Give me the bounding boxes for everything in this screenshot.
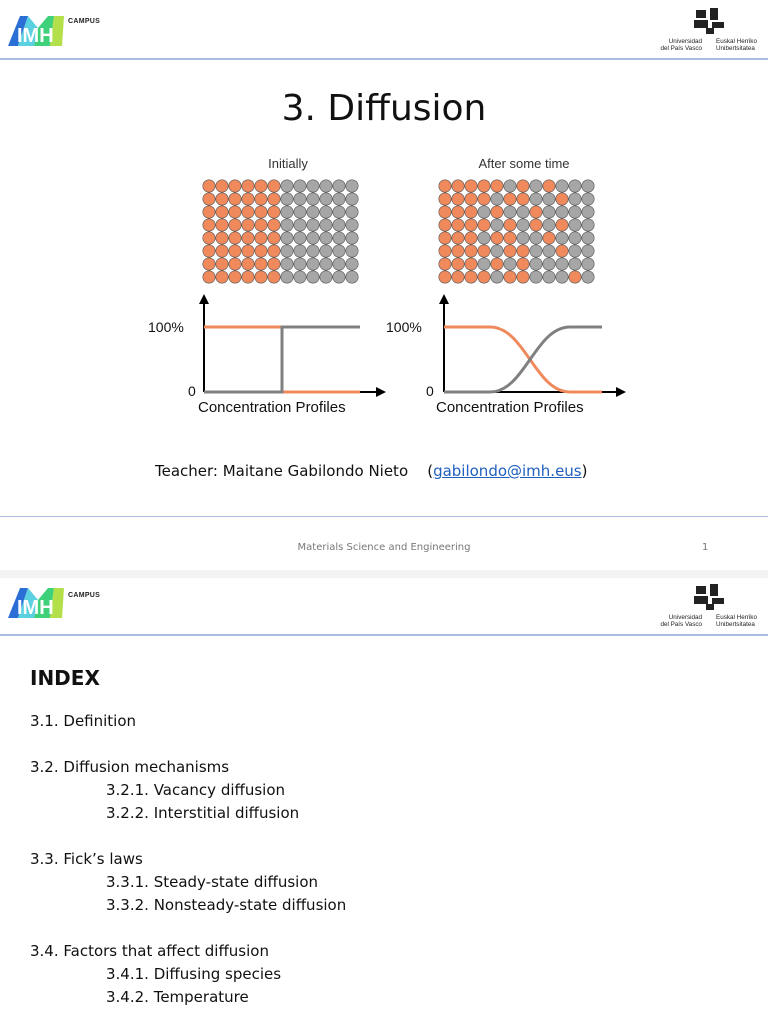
- atom: [346, 193, 358, 205]
- atom: [333, 271, 345, 283]
- atom-grid-after: [439, 180, 594, 283]
- atom: [452, 193, 464, 205]
- atom: [504, 245, 516, 257]
- atom: [530, 245, 542, 257]
- atom: [203, 271, 215, 283]
- atom: [491, 271, 503, 283]
- atom: [517, 180, 529, 192]
- atom: [452, 219, 464, 231]
- atom: [203, 219, 215, 231]
- atom: [281, 219, 293, 231]
- atom: [216, 180, 228, 192]
- atom: [478, 271, 490, 283]
- atom: [242, 219, 254, 231]
- atom: [569, 245, 581, 257]
- atom: [465, 271, 477, 283]
- atom: [216, 271, 228, 283]
- index-title: INDEX: [30, 666, 100, 690]
- index-subitem: 3.3.2. Nonsteady-state diffusion: [106, 896, 347, 914]
- upv-name-line1: Universidad: [668, 614, 702, 621]
- atom: [203, 193, 215, 205]
- atom: [556, 180, 568, 192]
- atom: [556, 193, 568, 205]
- atom: [268, 258, 280, 270]
- atom: [491, 245, 503, 257]
- atom: [307, 232, 319, 244]
- atom: [491, 219, 503, 231]
- atom: [543, 245, 555, 257]
- atom: [307, 193, 319, 205]
- atom: [582, 180, 594, 192]
- atom: [478, 180, 490, 192]
- slide-2: [0, 578, 768, 1024]
- index-item: 3.3. Fick’s laws: [30, 850, 143, 868]
- atom: [255, 180, 267, 192]
- atom: [543, 206, 555, 218]
- atom: [556, 219, 568, 231]
- svg-text:IMH: IMH: [17, 597, 54, 619]
- atom: [346, 219, 358, 231]
- atom: [478, 206, 490, 218]
- atom: [582, 193, 594, 205]
- atom: [465, 206, 477, 218]
- atom: [216, 258, 228, 270]
- atom: [320, 219, 332, 231]
- atom: [242, 180, 254, 192]
- atom: [203, 180, 215, 192]
- atom: [268, 193, 280, 205]
- atom: [229, 180, 241, 192]
- atom: [242, 193, 254, 205]
- atom: [229, 258, 241, 270]
- page-number: 1: [702, 542, 709, 553]
- atom: [530, 271, 542, 283]
- atom: [478, 232, 490, 244]
- atom: [530, 258, 542, 270]
- index-subitem: 3.2.1. Vacancy diffusion: [106, 781, 286, 799]
- atom: [504, 206, 516, 218]
- x-axis-arrow-icon: [616, 387, 626, 397]
- atom: [517, 271, 529, 283]
- atom: [452, 180, 464, 192]
- index-subitem: 3.4.1. Diffusing species: [106, 965, 282, 983]
- footer-text: Materials Science and Engineering: [297, 542, 471, 553]
- gray-profile-curve: [444, 327, 602, 392]
- upv-name-line2: del País Vasco: [660, 45, 702, 52]
- svg-text:IMH: IMH: [17, 25, 54, 47]
- upv-name-line2: del País Vasco: [660, 621, 702, 628]
- atom: [517, 258, 529, 270]
- atom: [294, 258, 306, 270]
- upv-ehu-logo: [652, 580, 768, 632]
- atom: [556, 258, 568, 270]
- atom: [569, 232, 581, 244]
- atom: [346, 206, 358, 218]
- atom: [478, 219, 490, 231]
- atom: [452, 206, 464, 218]
- y-axis-arrow-icon: [199, 294, 209, 304]
- atom: [203, 258, 215, 270]
- atom: [320, 206, 332, 218]
- atom: [556, 271, 568, 283]
- atom: [556, 206, 568, 218]
- ehu-name-line2: Unibertsitatea: [716, 621, 755, 628]
- atom: [255, 219, 267, 231]
- atom: [465, 193, 477, 205]
- atom: [294, 271, 306, 283]
- atom: [294, 232, 306, 244]
- atom: [320, 271, 332, 283]
- index-subitem: 3.3.1. Steady-state diffusion: [106, 873, 319, 891]
- atom: [582, 258, 594, 270]
- atom: [452, 271, 464, 283]
- atom: [439, 271, 451, 283]
- atom: [229, 271, 241, 283]
- atom: [346, 271, 358, 283]
- atom: [268, 232, 280, 244]
- atom: [346, 232, 358, 244]
- atom: [491, 258, 503, 270]
- atom: [320, 245, 332, 257]
- atom: [229, 219, 241, 231]
- right-panel-title: After some time: [478, 156, 570, 171]
- atom: [268, 271, 280, 283]
- atom: [543, 258, 555, 270]
- atom: [281, 245, 293, 257]
- orange-profile-curve: [444, 327, 602, 392]
- atom: [530, 219, 542, 231]
- atom: [268, 180, 280, 192]
- atom: [465, 245, 477, 257]
- y-top-label: 100%: [386, 319, 422, 335]
- atom: [517, 193, 529, 205]
- index-item: 3.2. Diffusion mechanisms: [30, 758, 230, 776]
- atom: [491, 180, 503, 192]
- atom: [307, 271, 319, 283]
- atom: [517, 219, 529, 231]
- atom: [242, 245, 254, 257]
- ehu-name-line2: Unibertsitatea: [716, 45, 755, 52]
- atom: [452, 258, 464, 270]
- atom: [439, 232, 451, 244]
- atom: [582, 271, 594, 283]
- atom: [255, 193, 267, 205]
- atom: [320, 232, 332, 244]
- atom: [307, 219, 319, 231]
- atom: [255, 232, 267, 244]
- atom: [333, 180, 345, 192]
- atom: [530, 193, 542, 205]
- atom: [333, 258, 345, 270]
- atom: [491, 232, 503, 244]
- teacher-name: Teacher: Maitane Gabilondo Nieto: [155, 462, 409, 480]
- atom: [504, 193, 516, 205]
- atom: [229, 193, 241, 205]
- atom: [229, 232, 241, 244]
- atom: [491, 193, 503, 205]
- atom: [229, 206, 241, 218]
- atom: [582, 232, 594, 244]
- atom: [268, 245, 280, 257]
- atom: [569, 206, 581, 218]
- atom: [294, 180, 306, 192]
- left-panel-title: Initially: [268, 156, 308, 171]
- atom: [543, 180, 555, 192]
- atom: [255, 258, 267, 270]
- y-zero-label: 0: [426, 383, 434, 399]
- index-subitem: 3.4.2. Temperature: [106, 988, 249, 1006]
- atom: [268, 206, 280, 218]
- atom: [242, 206, 254, 218]
- atom: [307, 245, 319, 257]
- atom: [569, 193, 581, 205]
- atom: [307, 206, 319, 218]
- atom: [504, 271, 516, 283]
- atom: [346, 245, 358, 257]
- atom: [504, 258, 516, 270]
- atom: [333, 219, 345, 231]
- atom: [294, 219, 306, 231]
- upv-emblem-icon: [690, 582, 730, 612]
- atom: [320, 258, 332, 270]
- atom: [439, 245, 451, 257]
- x-axis-label: Concentration Profiles: [436, 399, 584, 416]
- atom: [294, 245, 306, 257]
- header-divider: [0, 634, 768, 636]
- atom: [517, 232, 529, 244]
- atom: [281, 271, 293, 283]
- atom: [439, 258, 451, 270]
- atom: [569, 258, 581, 270]
- atom: [504, 232, 516, 244]
- atom: [504, 219, 516, 231]
- atom: [346, 180, 358, 192]
- atom: [439, 193, 451, 205]
- upv-ehu-logo: [652, 4, 768, 56]
- atom: [333, 193, 345, 205]
- atom: [465, 258, 477, 270]
- atom: [216, 232, 228, 244]
- atom: [216, 206, 228, 218]
- atom: [242, 258, 254, 270]
- atom: [478, 245, 490, 257]
- atom: [556, 245, 568, 257]
- campus-label: CAMPUS: [68, 592, 101, 599]
- atom: [517, 206, 529, 218]
- atom: [320, 193, 332, 205]
- atom: [439, 219, 451, 231]
- atom: [543, 232, 555, 244]
- atom: [281, 180, 293, 192]
- atom: [452, 245, 464, 257]
- diffusion-diagram: [140, 150, 630, 425]
- header-divider: [0, 58, 768, 60]
- atom: [216, 193, 228, 205]
- atom: [543, 271, 555, 283]
- y-zero-label: 0: [188, 383, 196, 399]
- atom: [569, 271, 581, 283]
- atom: [491, 206, 503, 218]
- atom: [478, 258, 490, 270]
- x-axis-label: Concentration Profiles: [198, 399, 346, 416]
- atom: [556, 232, 568, 244]
- atom: [242, 232, 254, 244]
- atom: [530, 232, 542, 244]
- index-item: 3.4. Factors that affect diffusion: [30, 942, 269, 960]
- atom: [543, 193, 555, 205]
- atom: [268, 219, 280, 231]
- atom: [255, 271, 267, 283]
- atom: [582, 245, 594, 257]
- atom: [439, 206, 451, 218]
- teacher-email-link[interactable]: gabilondo@imh.eus: [433, 462, 582, 480]
- atom: [255, 245, 267, 257]
- index-item: 3.1. Definition: [30, 712, 137, 730]
- upv-emblem-icon: [690, 6, 730, 36]
- atom: [346, 258, 358, 270]
- atom: [333, 232, 345, 244]
- imh-logo-icon: [4, 10, 66, 50]
- atom: [281, 232, 293, 244]
- atom: [569, 219, 581, 231]
- atom: [203, 245, 215, 257]
- atom: [517, 245, 529, 257]
- atom: [543, 219, 555, 231]
- atom: [294, 206, 306, 218]
- imh-logo-icon: [4, 582, 66, 622]
- campus-label: CAMPUS: [68, 18, 101, 25]
- atom: [229, 245, 241, 257]
- y-axis-arrow-icon: [439, 294, 449, 304]
- atom: [216, 219, 228, 231]
- atom: [294, 193, 306, 205]
- atom: [281, 206, 293, 218]
- atom: [582, 206, 594, 218]
- atom-grid-initial: [203, 180, 358, 283]
- atom: [465, 180, 477, 192]
- atom: [333, 206, 345, 218]
- atom: [530, 206, 542, 218]
- profile-initial: [148, 294, 386, 416]
- atom: [530, 180, 542, 192]
- atom: [478, 193, 490, 205]
- slide-title: 3. Diffusion: [281, 88, 487, 129]
- atom: [203, 232, 215, 244]
- atom: [504, 180, 516, 192]
- atom: [203, 206, 215, 218]
- slide-separator: [0, 570, 768, 578]
- atom: [307, 180, 319, 192]
- atom: [333, 245, 345, 257]
- upv-name-line1: Universidad: [668, 38, 702, 45]
- atom: [465, 232, 477, 244]
- atom: [320, 180, 332, 192]
- index-subitem: 3.2.2. Interstitial diffusion: [106, 804, 300, 822]
- atom: [255, 206, 267, 218]
- footer-divider: [0, 516, 768, 517]
- atom: [307, 258, 319, 270]
- atom: [452, 232, 464, 244]
- atom: [569, 180, 581, 192]
- atom: [465, 219, 477, 231]
- atom: [281, 193, 293, 205]
- ehu-name-line1: Euskal Herriko: [716, 38, 757, 45]
- atom: [582, 219, 594, 231]
- atom: [242, 271, 254, 283]
- x-axis-arrow-icon: [376, 387, 386, 397]
- profile-after: [386, 294, 626, 416]
- ehu-name-line1: Euskal Herriko: [716, 614, 757, 621]
- atom: [281, 258, 293, 270]
- atom: [216, 245, 228, 257]
- gray-profile-line: [204, 327, 360, 392]
- atom: [439, 180, 451, 192]
- y-top-label: 100%: [148, 319, 184, 335]
- teacher-line: Teacher: Maitane Gabilondo Nieto (gabilondo@imh.eus): [155, 462, 588, 480]
